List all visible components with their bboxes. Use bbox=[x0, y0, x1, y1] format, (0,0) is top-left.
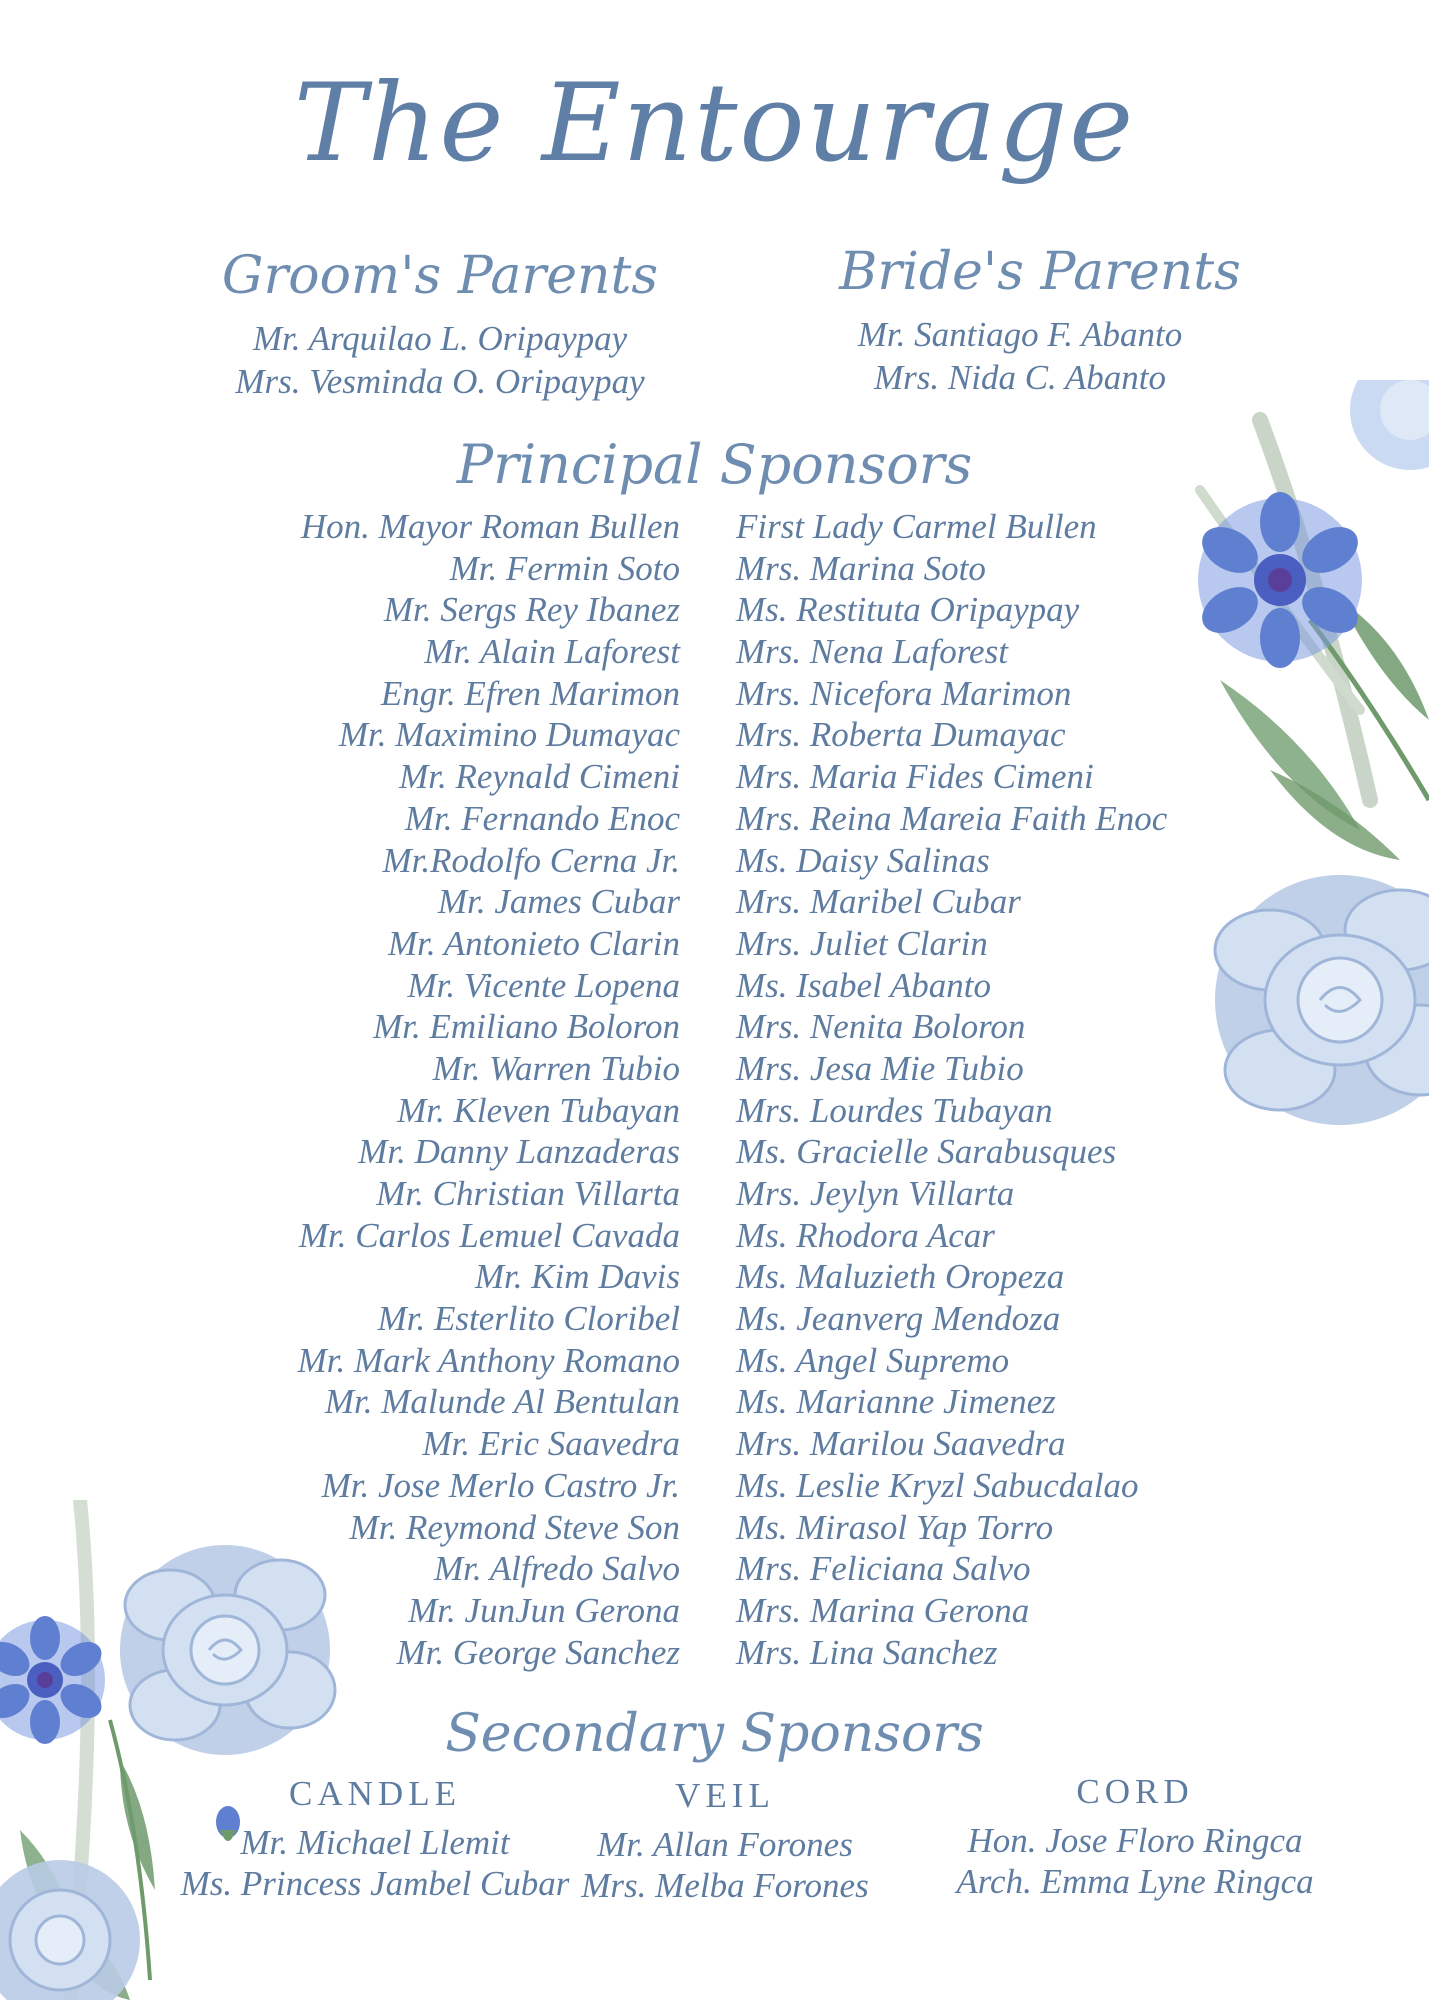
principal-sponsor-male: Mr. Antonieto Clarin bbox=[387, 923, 680, 963]
principal-sponsor-male: Mr. Eric Saavedra bbox=[422, 1424, 680, 1464]
bride-parents-heading: Bride's Parents bbox=[839, 242, 1241, 302]
principal-sponsor-male: Mr. Malunde Al Bentulan bbox=[324, 1382, 680, 1422]
principal-sponsor-female: First Lady Carmel Bullen bbox=[736, 507, 1097, 546]
principal-sponsor-male: Hon. Mayor Roman Bullen bbox=[300, 507, 680, 546]
principal-sponsor-female: Mrs. Nenita Boloron bbox=[736, 1007, 1026, 1047]
groom-father: Mr. Arquilao L. Oripaypay bbox=[252, 319, 628, 358]
principal-sponsor-female: Ms. Mirasol Yap Torro bbox=[736, 1507, 1054, 1547]
principal-sponsor-male: Mr. Carlos Lemuel Cavada bbox=[298, 1215, 680, 1255]
bride-mother: Mrs. Nida C. Abanto bbox=[873, 358, 1167, 397]
principal-sponsor-male: Mr. Alfredo Salvo bbox=[434, 1549, 680, 1589]
principal-sponsor-female: Mrs. Reina Mareia Faith Enoc bbox=[736, 798, 1168, 838]
candle-label: CANDLE bbox=[289, 1774, 461, 1813]
principal-sponsor-female: Mrs. Jesa Mie Tubio bbox=[736, 1048, 1024, 1088]
principal-sponsor-male: Mr. Kim Davis bbox=[474, 1257, 680, 1297]
principal-sponsor-male: Mr. Maximino Dumayac bbox=[338, 715, 680, 755]
principal-sponsor-female: Ms. Rhodora Acar bbox=[736, 1215, 995, 1255]
principal-sponsor-male: Mr. Reynald Cimeni bbox=[399, 757, 680, 797]
principal-sponsor-female: Ms. Daisy Salinas bbox=[736, 840, 990, 880]
principal-sponsor-male: Mr. Warren Tubio bbox=[432, 1048, 680, 1088]
principal-sponsor-female: Mrs. Lourdes Tubayan bbox=[736, 1090, 1053, 1130]
principal-sponsor-female: Mrs. Nicefora Marimon bbox=[736, 673, 1072, 713]
cord-sponsor-1: Hon. Jose Floro Ringca bbox=[967, 1821, 1303, 1860]
principal-sponsor-female: Ms. Gracielle Sarabusques bbox=[736, 1132, 1117, 1172]
principal-sponsor-female: Mrs. Marina Gerona bbox=[736, 1590, 1030, 1630]
groom-parents-heading: Groom's Parents bbox=[221, 246, 659, 306]
principal-sponsor-female: Ms. Marianne Jimenez bbox=[736, 1382, 1056, 1422]
principal-sponsors-women-list bbox=[736, 509, 1167, 1676]
principal-sponsor-female: Ms. Leslie Kryzl Sabucdalao bbox=[736, 1465, 1139, 1505]
principal-sponsor-female: Ms. Angel Supremo bbox=[736, 1340, 1010, 1380]
principal-sponsor-female: Mrs. Maribel Cubar bbox=[736, 882, 1021, 922]
principal-sponsors-heading: Principal Sponsors bbox=[456, 433, 973, 496]
principal-sponsor-female: Mrs. Jeylyn Villarta bbox=[736, 1174, 1015, 1213]
principal-sponsor-female: Mrs. Maria Fides Cimeni bbox=[736, 757, 1094, 797]
principal-sponsor-female: Mrs. Nena Laforest bbox=[736, 632, 1008, 672]
principal-sponsor-male: Mr. Jose Merlo Castro Jr. bbox=[321, 1465, 680, 1505]
principal-sponsor-female: Ms. Restituta Oripaypay bbox=[736, 590, 1080, 630]
principal-sponsor-male: Engr. Efren Marimon bbox=[380, 673, 680, 713]
veil-label: VEIL bbox=[675, 1776, 775, 1815]
principal-sponsor-male: Mr. George Sanchez bbox=[396, 1632, 680, 1672]
principal-sponsor-male: Mr. Vicente Lopena bbox=[407, 965, 680, 1005]
page-title: The Entourage bbox=[293, 61, 1136, 186]
veil-sponsors bbox=[555, 1778, 895, 1909]
principal-sponsor-male: Mr. Emiliano Boloron bbox=[373, 1007, 680, 1047]
principal-sponsor-female: Mrs. Marilou Saavedra bbox=[736, 1424, 1066, 1464]
bride-parents-list bbox=[790, 317, 1250, 403]
principal-sponsor-male: Mr. Alain Laforest bbox=[424, 632, 680, 672]
cord-label: CORD bbox=[1076, 1772, 1194, 1811]
principal-sponsor-male: Mr. James Cubar bbox=[437, 882, 680, 922]
principal-sponsor-male: Mr. Kleven Tubayan bbox=[397, 1090, 680, 1130]
principal-sponsor-female: Mrs. Lina Sanchez bbox=[736, 1632, 998, 1672]
principal-sponsor-female: Ms. Jeanverg Mendoza bbox=[736, 1299, 1061, 1339]
principal-sponsor-female: Mrs. Feliciana Salvo bbox=[736, 1549, 1031, 1589]
cord-sponsors bbox=[900, 1774, 1370, 1905]
principal-sponsor-male: Mr. Fermin Soto bbox=[449, 548, 680, 588]
principal-sponsor-male: Mr.Rodolfo Cerna Jr. bbox=[382, 840, 680, 880]
principal-sponsor-male: Mr. JunJun Gerona bbox=[408, 1590, 680, 1630]
principal-sponsor-male: Mr. Reymond Steve Son bbox=[349, 1507, 680, 1547]
principal-sponsor-male: Mr. Danny Lanzaderas bbox=[358, 1132, 680, 1172]
principal-sponsor-male: Mr. Fernando Enoc bbox=[404, 798, 680, 838]
veil-sponsor-2: Mrs. Melba Forones bbox=[581, 1866, 869, 1905]
principal-sponsor-male: Mr. Sergs Rey Ibanez bbox=[383, 590, 680, 630]
groom-parents-list bbox=[180, 321, 700, 407]
veil-sponsor-1: Mr. Allan Forones bbox=[597, 1825, 853, 1864]
principal-sponsor-female: Ms. Maluzieth Oropeza bbox=[736, 1257, 1065, 1297]
principal-sponsor-male: Mr. Mark Anthony Romano bbox=[297, 1340, 680, 1380]
principal-sponsor-female: Mrs. Roberta Dumayac bbox=[736, 715, 1066, 755]
candle-sponsor-1: Mr. Michael Llemit bbox=[240, 1823, 510, 1862]
principal-sponsor-male: Mr. Christian Villarta bbox=[376, 1174, 680, 1213]
candle-sponsor-2: Ms. Princess Jambel Cubar bbox=[180, 1864, 570, 1903]
principal-sponsor-female: Ms. Isabel Abanto bbox=[736, 965, 992, 1005]
groom-mother: Mrs. Vesminda O. Oripaypay bbox=[235, 362, 645, 401]
principal-sponsor-female: Mrs. Marina Soto bbox=[736, 548, 986, 588]
right-floral-decoration bbox=[1140, 380, 1429, 1260]
principal-sponsor-male: Mr. Esterlito Cloribel bbox=[377, 1299, 680, 1339]
principal-sponsor-female: Mrs. Juliet Clarin bbox=[736, 923, 988, 963]
secondary-sponsors-heading: Secondary Sponsors bbox=[445, 1704, 984, 1764]
principal-sponsors-men-list bbox=[298, 509, 680, 1676]
cord-sponsor-2: Arch. Emma Lyne Ringca bbox=[956, 1862, 1314, 1901]
bride-father: Mr. Santiago F. Abanto bbox=[857, 315, 1183, 354]
